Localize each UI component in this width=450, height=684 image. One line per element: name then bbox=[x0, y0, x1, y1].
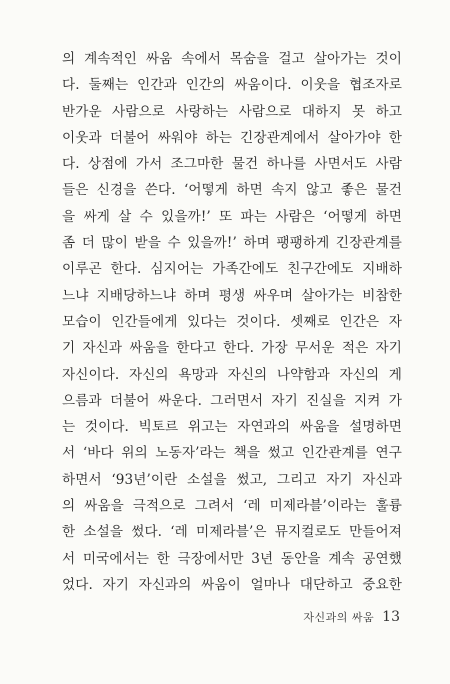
text-line: 었다. 자기 자신과의 싸움이 얼마나 대단하고 중요한 bbox=[62, 576, 402, 593]
text-line: 들은 신경을 쓴다. ‘어떻게 하면 속지 않고 좋은 물건 bbox=[62, 182, 402, 199]
text-line: 이웃과 더불어 싸워야 하는 긴장관계에서 살아가야 한 bbox=[62, 129, 402, 146]
text-line: 는 것이다. 빅토르 위고는 자연과의 싸움을 설명하면 bbox=[62, 419, 402, 436]
text-line: 서 미국에서는 한 극장에서만 3년 동안을 계속 공연했 bbox=[62, 550, 402, 567]
text-line: 다. 상점에 가서 조그마한 물건 하나를 사면서도 사람 bbox=[62, 156, 402, 173]
text-line: 으름과 더불어 싸운다. 그러면서 자기 진실을 지켜 가 bbox=[62, 392, 402, 409]
body-text bbox=[62, 46, 402, 598]
text-line: 의 계속적인 싸움 속에서 목숨을 걸고 살아가는 것이 bbox=[62, 51, 402, 67]
text-line: 모습이 인간들에게 있다는 것이다. 셋째로 인간은 자 bbox=[62, 313, 402, 330]
page-footer bbox=[303, 609, 400, 625]
running-footer-title: 자신과의 싸움 bbox=[303, 611, 375, 624]
text-line: 자신이다. 자신의 욕망과 자신의 나약함과 자신의 게 bbox=[62, 366, 402, 383]
text-line: 기 자신과 싸움을 한다고 한다. 가장 무서운 적은 자기 bbox=[62, 340, 402, 357]
text-line: 을 싸게 살 수 있을까!’ 또 파는 사람은 ‘어떻게 하면 bbox=[62, 208, 402, 225]
text-line: 다. 둘째는 인간과 인간의 싸움이다. 이웃을 협조자로 bbox=[62, 77, 402, 94]
page-number: 13 bbox=[382, 609, 400, 625]
text-line: 이루곤 한다. 심지어는 가족간에도 친구간에도 지배하 bbox=[62, 261, 402, 278]
text-line: 느냐 지배당하느냐 하며 평생 싸우며 살아가는 비참한 bbox=[62, 287, 402, 304]
text-line: 반가운 사람으로 사랑하는 사람으로 대하지 못 하고 bbox=[62, 103, 402, 120]
text-line: 서 ‘바다 위의 노동자’라는 책을 썼고 인간관계를 연구 bbox=[62, 445, 402, 462]
text-line: 의 싸움을 극적으로 그려서 ‘레 미제라블’이라는 훌륭 bbox=[62, 498, 402, 515]
text-line: 한 소설을 썼다. ‘레 미제라블’은 뮤지컬로도 만들어져 bbox=[62, 524, 402, 541]
text-line: 좀 더 많이 받을 수 있을까!’ 하며 팽팽하게 긴장관계를 bbox=[62, 235, 402, 252]
text-line: 하면서 ‘93년’이란 소설을 썼고, 그리고 자기 자신과 bbox=[62, 471, 402, 488]
